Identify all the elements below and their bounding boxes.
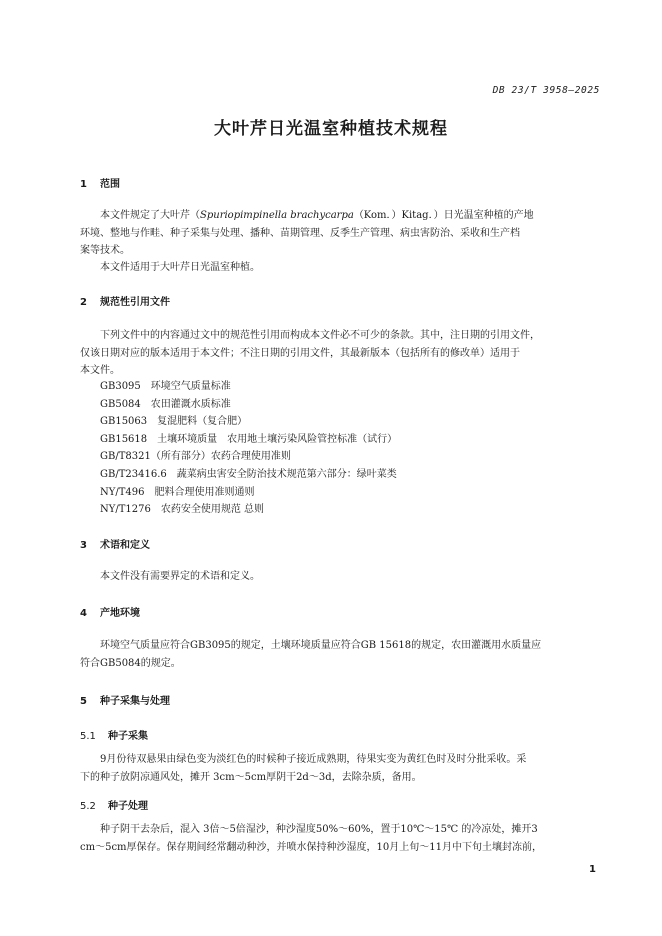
section-5-2-heading	[80, 797, 148, 812]
subsection-number: 5.1	[80, 731, 96, 742]
section-5-1-heading	[80, 727, 148, 742]
section-number: 4	[80, 608, 87, 619]
paragraph-line: 本文件没有需要界定的术语和定义。	[100, 571, 260, 582]
reference-item: GB/T23416.6 蔬菜病虫害安全防治技术规范第六部分：绿叶菜类	[100, 468, 397, 480]
paragraph-line: 符合GB5084的规定。	[80, 657, 181, 669]
section-3-paragraph	[80, 568, 600, 586]
section-title: 规范性引用文件	[100, 297, 170, 308]
paragraph-line: 环境、整地与作畦、种子采集与处理、播种、苗期管理、反季生产管理、病虫害防治、采收和生产档	[80, 227, 520, 239]
section-4-heading	[80, 604, 140, 619]
reference-item: GB5084 农田灌溉水质标准	[100, 398, 231, 410]
reference-item: GB3095 环境空气质量标准	[100, 381, 231, 392]
section-2-heading	[80, 293, 170, 308]
normative-reference-list	[100, 378, 397, 519]
section-5-1-paragraph	[80, 751, 600, 786]
section-title: 范围	[100, 179, 120, 190]
latin-name: Spuriopimpinella brachycarpa	[200, 210, 354, 221]
page-number: 1	[589, 864, 596, 875]
paragraph-line: 种子阴干去杂后，混入 3倍～5倍湿沙，种沙湿度50%～60%，置于10℃～15℃ 的冷凉处，摊开3	[100, 824, 538, 835]
paragraph-line	[80, 207, 600, 225]
section-title: 产地环境	[100, 608, 140, 619]
section-number: 5	[80, 696, 87, 707]
paragraph-line: 下列文件中的内容通过文中的规范性引用而构成本文件必不可少的条款。其中，注日期的引用文件，	[100, 330, 540, 341]
section-number: 2	[80, 297, 87, 308]
paragraph-line: cm～5cm厚保存。保存期间经常翻动种沙，并喷水保持种沙湿度，10月上旬～11月中下旬土壤封冻前，	[80, 841, 542, 853]
section-1-heading	[80, 175, 120, 190]
paragraph-line: 本文件。	[80, 365, 120, 376]
reference-item: NY/T496 肥料合理使用准则通则	[100, 486, 255, 498]
reference-item: GB/T8321（所有部分）农药合理使用准则	[100, 451, 291, 463]
section-title: 种子采集与处理	[100, 696, 170, 707]
paragraph-line: 本文件适用于大叶芹日光温室种植。	[100, 262, 260, 273]
section-3-heading	[80, 536, 150, 551]
reference-item: GB15618 土壤环境质量 农用地土壤污染风险管控标准（试行）	[100, 433, 398, 445]
text-run: 本文件规定了大叶芹（	[100, 210, 200, 221]
paragraph-line: 仅该日期对应的版本适用于本文件；不注日期的引用文件，其最新版本（包括所有的修改单）适用于	[80, 347, 520, 359]
section-title: 术语和定义	[100, 540, 150, 551]
section-2-paragraph	[80, 327, 600, 380]
section-number: 3	[80, 540, 87, 551]
subsection-title: 种子处理	[108, 801, 148, 812]
text-run: （Kom．）Kitag．）日光温室种植的产地	[353, 210, 534, 221]
section-1-paragraph-2	[80, 259, 600, 277]
section-5-2-paragraph	[80, 821, 600, 856]
section-number: 1	[80, 179, 87, 190]
paragraph-line: 9月份待双悬果由绿色变为淡红色的时候种子接近成熟期，待果实变为黄红色时及时分批采收。采	[100, 754, 527, 765]
standard-code: DB 23/T 3958—2025	[492, 85, 600, 96]
reference-item: GB15063 复混肥料（复合肥）	[100, 416, 248, 428]
paragraph-line: 下的种子放阴凉通风处，摊开 3cm～5cm厚阴干2d～3d，去除杂质，备用。	[80, 771, 422, 783]
section-5-heading	[80, 692, 170, 707]
paragraph-line: 环境空气质量应符合GB3095的规定，土壤环境质量应符合GB 15618的规定，农田灌溉用水质量应	[100, 640, 542, 651]
document-title: 大叶芹日光温室种植技术规程	[214, 119, 448, 139]
subsection-title: 种子采集	[108, 731, 148, 742]
subsection-number: 5.2	[80, 801, 96, 812]
reference-item: NY/T1276 农药安全使用规范 总则	[100, 504, 265, 516]
section-1-paragraph-1	[80, 207, 600, 260]
section-4-paragraph	[80, 637, 600, 672]
paragraph-line: 案等技术。	[80, 245, 130, 256]
